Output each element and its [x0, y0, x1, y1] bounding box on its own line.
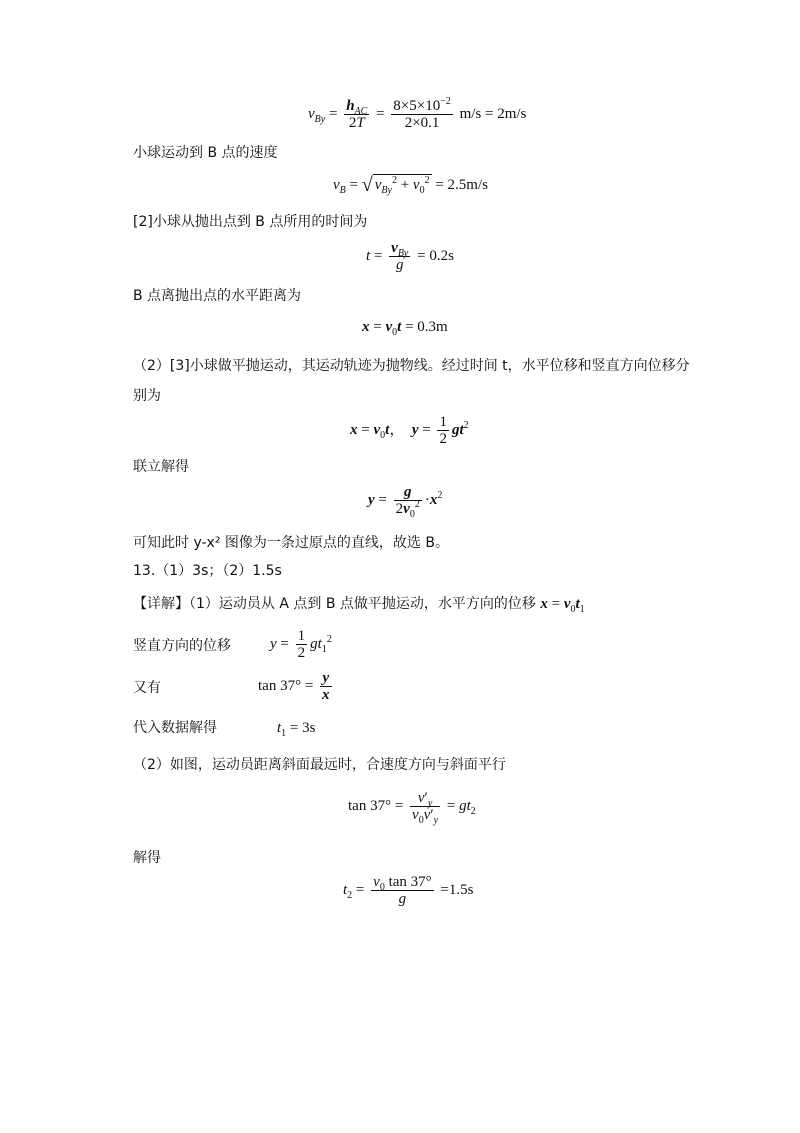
equation-t: t = $\frac{v_{By}}{g}$ = 0.2s	[366, 240, 454, 273]
equation-x: $x = v_0t = 0.3m$	[362, 319, 448, 338]
equation-trajectory: y = $\frac{g}{2v_0^2}$ $\cdot x^2$	[368, 484, 443, 520]
equation-tan-velocity: tan 37° = $\frac{v'_y}{v_0v'_y}$ = $gt_2$	[348, 790, 476, 826]
equation-components: $x = v_0t$， y = $\frac{1}{2}$ $gt^2$	[350, 414, 469, 447]
text-part2: （2）如图，运动员距离斜面最远时，合速度方向与斜面平行	[133, 757, 506, 773]
detail-text: （1）运动员从 A 点到 B 点做平抛运动，水平方向的位移	[189, 596, 536, 612]
detail-label: 【详解】	[133, 596, 189, 612]
text-parabola: （2）[3]小球做平抛运动，其运动轨迹为抛物线。经过时间 t，水平位移和竖直方向位移分	[133, 358, 690, 374]
detail-line: 【详解】（1）运动员从 A 点到 B 点做平抛运动，水平方向的位移 $x = v_0t_1$	[133, 596, 585, 615]
equation-tan: tan 37° = $\frac{y}{x}$	[258, 670, 330, 703]
x-result: = 0.3m	[405, 319, 448, 335]
t1-result: = 3s	[289, 720, 316, 736]
t2-result: =1.5s	[440, 881, 474, 898]
text-b-speed: 小球运动到 B 点的速度	[133, 145, 278, 161]
also-label: 又有	[133, 680, 161, 696]
text-parabola-2: 别为	[133, 388, 161, 404]
vb-result: = 2.5m/s	[435, 177, 488, 193]
solve-label: 解得	[133, 850, 161, 866]
substitute-label: 代入数据解得	[133, 720, 217, 736]
text-conclusion: 可知此时 y-x² 图像为一条过原点的直线，故选 B。	[133, 535, 449, 551]
text-horizontal: B 点离抛出点的水平距离为	[133, 288, 302, 304]
t-result: = 0.2s	[417, 247, 454, 264]
equation-t2: $t_2$ = $\frac{v_0 \tan 37^\circ}{g}$ =1.5s	[343, 874, 474, 907]
answer-13: 13.（1）3s；（2）1.5s	[133, 563, 282, 579]
equation-vby: $v_{By}$ = $\frac{h_{AC}}{2T}$ = $\frac{8\times 5\times 10^{-2}}{2\times 0.1}$ m/s = 2m/s	[308, 96, 527, 131]
equation-vb: $v_B$ = √ $v_{By}^2 + v_0^2 = 2.5m/s$	[333, 174, 488, 196]
equation-vertical: y = $\frac{1}{2}$ $gt_1^2$	[270, 628, 332, 661]
text-time: [2]小球从抛出点到 B 点所用的时间为	[133, 214, 368, 230]
text-combine: 联立解得	[133, 459, 189, 475]
equation-t1: $t_1 = 3s$	[277, 720, 316, 739]
vby-units: m/s = 2m/s	[459, 105, 527, 122]
vertical-label: 竖直方向的位移	[133, 638, 231, 654]
